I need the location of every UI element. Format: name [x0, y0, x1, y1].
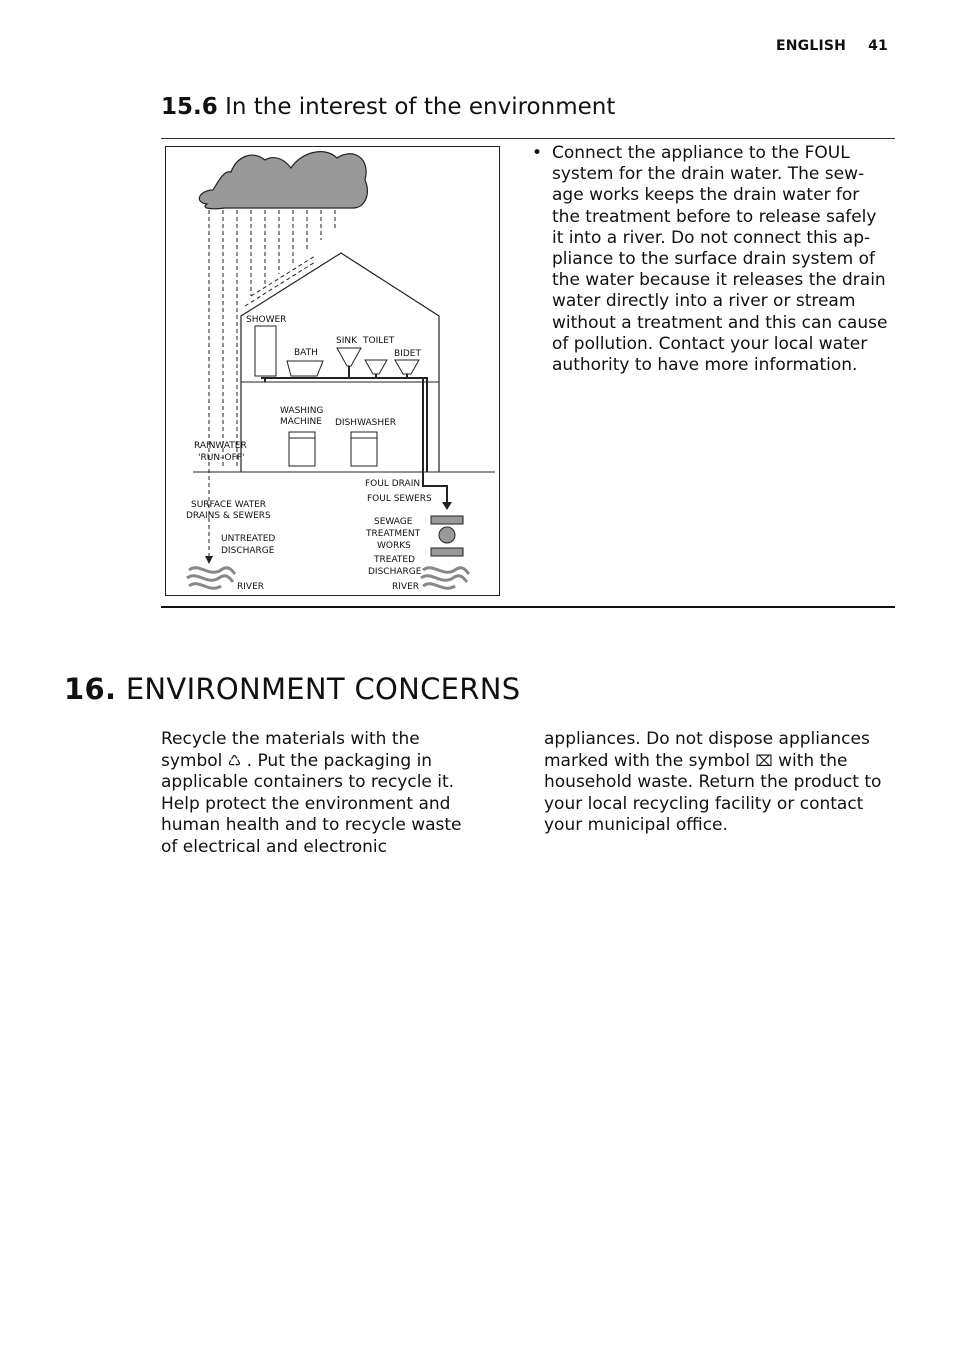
- chapter-number: 16.: [64, 672, 117, 706]
- treatment-tank-top: [431, 516, 463, 524]
- section-title-text: In the interest of the environment: [225, 94, 616, 120]
- label-untreated-2: DISCHARGE: [221, 546, 275, 556]
- label-rainwater-2: 'RUN–OFF': [198, 453, 245, 463]
- page-header: [776, 38, 888, 54]
- section-title: [161, 94, 615, 120]
- section-number: 15.6: [161, 94, 218, 120]
- body-text-1b: . Put the packaging in applicable containers to recycle it. Help protect the environment and human health and to recycle waste of electrical and electronic: [161, 750, 462, 857]
- label-foul-drain: FOUL DRAIN: [365, 479, 421, 489]
- label-treated-1: TREATED: [374, 555, 416, 565]
- environment-bullet-list: [530, 143, 890, 376]
- label-dishwasher: DISHWASHER: [335, 418, 397, 428]
- label-surface-water-2: DRAINS & SEWERS: [186, 511, 271, 521]
- header-language: ENGLISH: [776, 38, 847, 54]
- section-bottom-rule: [161, 606, 895, 608]
- bullet-item: • Connect the appliance to the FOUL system for the drain water. The sew-age works keeps the drain water for the treatment before to release safely it into a river. Do not connect this ap-pliance to the surface drain system of the water because it releases the drain water directly into a river or stream without a treatment and this can cause of pollution. Contact your local water authority to have more information.: [530, 143, 890, 376]
- label-untreated-1: UNTREATED: [221, 534, 276, 544]
- label-sewage-3: WORKS: [377, 541, 411, 551]
- label-foul-sewers: FOUL SEWERS: [367, 494, 432, 504]
- treatment-tank-round: [439, 527, 455, 543]
- section-top-rule: [161, 138, 895, 139]
- label-washing-2: MACHINE: [280, 417, 322, 427]
- body-column-right: [544, 729, 884, 837]
- label-sewage-2: TREATMENT: [366, 529, 421, 539]
- chapter-title-text: ENVIRONMENT CONCERNS: [125, 672, 521, 706]
- label-washing-1: WASHING: [280, 406, 324, 416]
- label-bidet: BIDET: [394, 349, 421, 359]
- drainage-diagram: [165, 146, 500, 596]
- label-surface-water-1: SURFACE WATER: [191, 500, 267, 510]
- washing-machine-icon: [289, 432, 315, 466]
- label-sink: SINK: [336, 336, 358, 346]
- body-text-1a: Recycle the materials with the symbol: [161, 729, 420, 771]
- label-river-right: RIVER: [392, 582, 420, 592]
- dishwasher-icon: [351, 432, 377, 466]
- label-bath: BATH: [294, 348, 318, 358]
- label-river-left: RIVER: [237, 582, 265, 592]
- shower-icon: [255, 326, 276, 376]
- page-number: 41: [868, 38, 888, 54]
- chapter-title: [64, 672, 520, 706]
- label-rainwater-1: RAINWATER: [194, 441, 247, 451]
- body-column-left: [161, 729, 481, 859]
- weee-bin-icon: ⌧: [755, 751, 773, 770]
- label-sewage-1: SEWAGE: [374, 517, 413, 527]
- body-text-2b: with the household waste. Return the product to your local recycling facility or contact your municipal office.: [544, 750, 882, 836]
- label-shower: SHOWER: [246, 315, 287, 325]
- label-treated-2: DISCHARGE: [368, 567, 422, 577]
- recycle-icon: ♺: [227, 751, 242, 770]
- label-toilet: TOILET: [363, 336, 395, 346]
- treatment-tank-bottom: [431, 548, 463, 556]
- body-text-2a: appliances. Do not dispose appliances marked with the symbol: [544, 729, 870, 771]
- bath-icon: [287, 361, 323, 376]
